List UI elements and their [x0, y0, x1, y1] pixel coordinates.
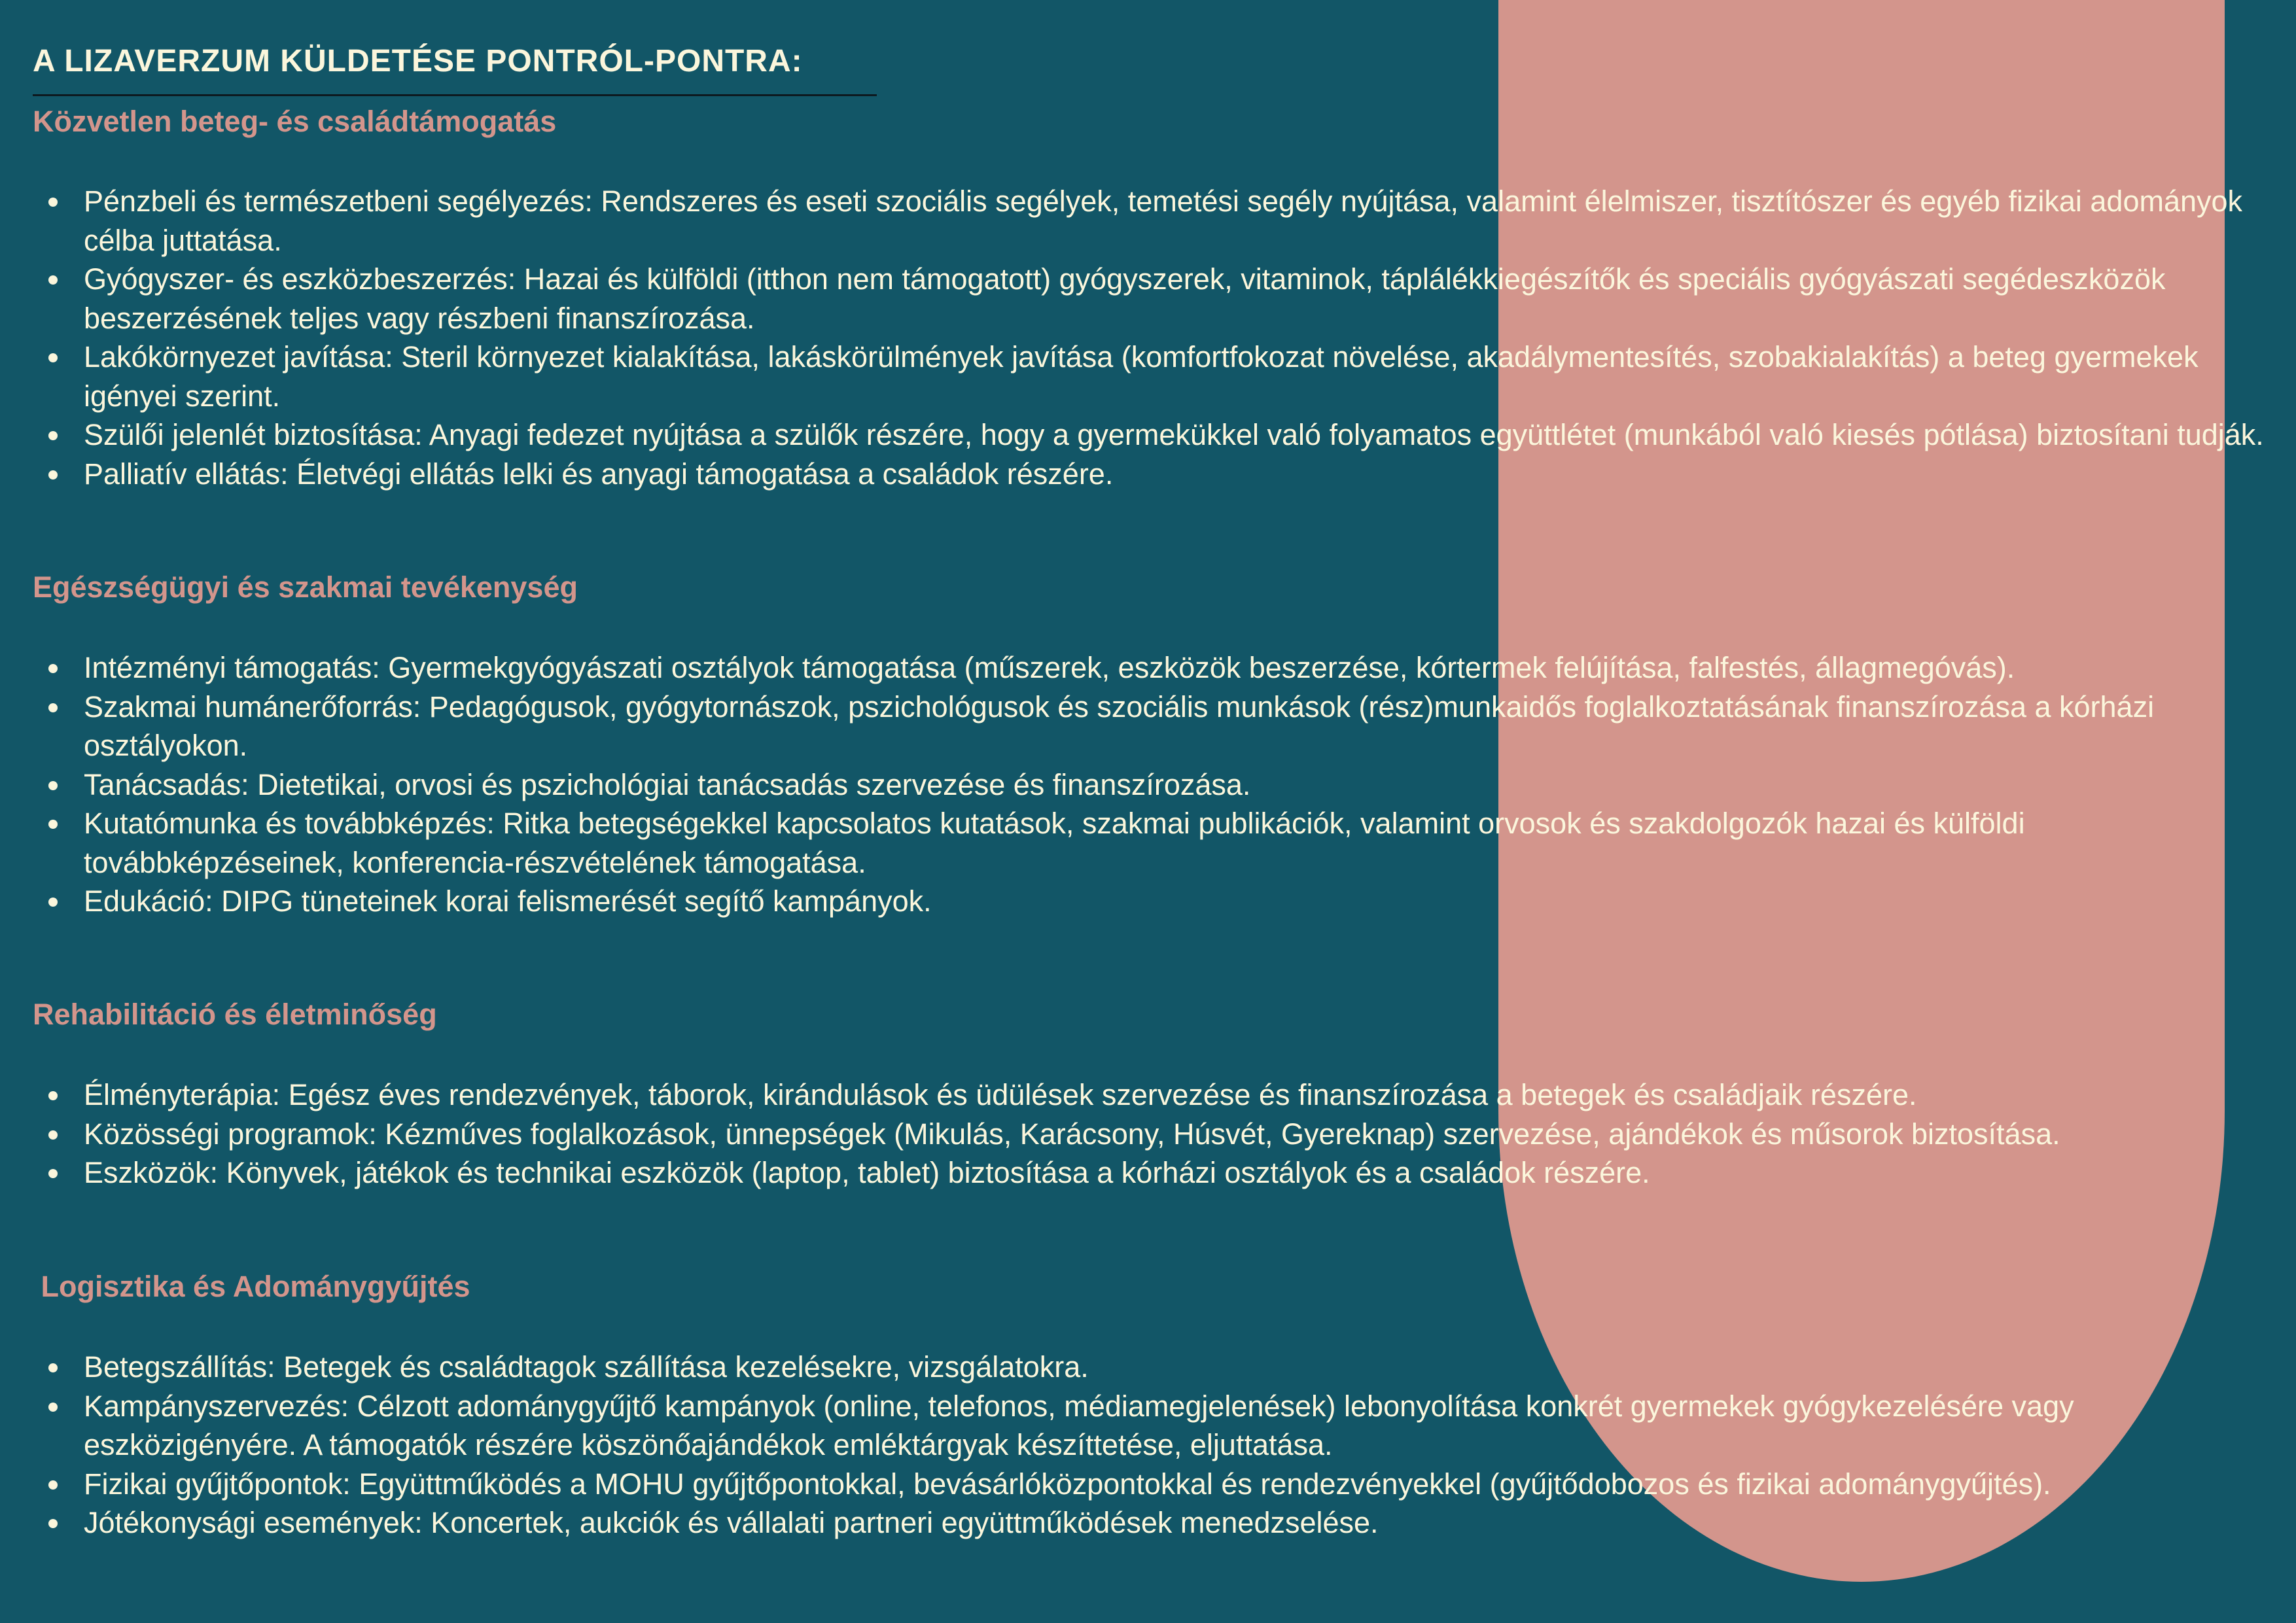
section-list-patient-family-support [0, 182, 2276, 493]
list-item: Intézményi támogatás: Gyermekgyógyászati osztályok támogatása (műszerek, eszközök beszerzése, kórtermek felújítása, falfestés, állagmegóvás). [84, 648, 2276, 688]
list-item: Szakmai humánerőforrás: Pedagógusok, gyógytornászok, pszichológusok és szociális munkások (rész)munkaidős foglalkoztatásának finanszírozása a kórházi osztályokon. [84, 688, 2276, 765]
section-list-logistics-fundraising [0, 1348, 2276, 1543]
section-list-rehabilitation-quality-of-life [0, 1075, 2276, 1193]
section-heading-rehabilitation-quality-of-life: Rehabilitáció és életminőség [33, 998, 437, 1031]
list-item: Szülői jelenlét biztosítása: Anyagi fedezet nyújtása a szülők részére, hogy a gyermekükkel való folyamatos együttlétet (munkából való kiesés pótlása) biztosítani tudják. [84, 415, 2276, 455]
list-item: Fizikai gyűjtőpontok: Együttműködés a MOHU gyűjtőpontokkal, bevásárlóközpontokkal és rendezvényekkel (gyűjtődobozos és fizikai adománygyűjtés). [84, 1465, 2276, 1504]
list-item: Betegszállítás: Betegek és családtagok szállítása kezelésekre, vizsgálatokra. [84, 1348, 2276, 1387]
list-item: Közösségi programok: Kézműves foglalkozások, ünnepségek (Mikulás, Karácsony, Húsvét, Gyereknap) szervezése, ajándékok és műsorok biztosítása. [84, 1115, 2276, 1154]
title-underline-divider [33, 94, 877, 96]
section-heading-healthcare-professional: Egészségügyi és szakmai tevékenység [33, 570, 578, 604]
list-item: Palliatív ellátás: Életvégi ellátás lelki és anyagi támogatása a családok részére. [84, 455, 2276, 494]
list-item: Lakókörnyezet javítása: Steril környezet kialakítása, lakáskörülmények javítása (komfortfokozat növelése, akadálymentesítés, szobakialakítás) a beteg gyermekek igényei szerint. [84, 338, 2276, 415]
section-list-healthcare-professional [0, 648, 2276, 921]
page-title: A LIZAVERZUM KÜLDETÉSE PONTRÓL-PONTRA: [33, 44, 803, 79]
section-heading-patient-family-support: Közvetlen beteg- és családtámogatás [33, 105, 557, 138]
list-item: Edukáció: DIPG tüneteinek korai felismerését segítő kampányok. [84, 882, 2276, 921]
list-item: Eszközök: Könyvek, játékok és technikai eszközök (laptop, tablet) biztosítása a kórházi osztályok és a családok részére. [84, 1153, 2276, 1193]
list-item: Gyógyszer- és eszközbeszerzés: Hazai és külföldi (itthon nem támogatott) gyógyszerek, vitaminok, táplálékkiegészítők és speciális gyógyászati segédeszközök beszerzésének teljes vagy részbeni finanszírozása. [84, 260, 2276, 338]
list-item: Tanácsadás: Dietetikai, orvosi és pszichológiai tanácsadás szervezése és finanszírozása. [84, 765, 2276, 805]
list-item: Jótékonysági események: Koncertek, aukciók és vállalati partneri együttműködések menedzselése. [84, 1503, 2276, 1543]
list-item: Pénzbeli és természetbeni segélyezés: Rendszeres és eseti szociális segélyek, temetési segély nyújtása, valamint élelmiszer, tisztítószer és egyéb fizikai adományok célba juttatása. [84, 182, 2276, 260]
section-heading-logistics-fundraising: Logisztika és Adománygyűjtés [33, 1270, 470, 1303]
list-item: Kampányszervezés: Célzott adománygyűjtő kampányok (online, telefonos, médiamegjelenések) lebonyolítása konkrét gyermekek gyógykezelésére vagy eszközigényére. A támogatók részére köszönőajándékok emléktárgyak készíttetése, eljuttatása. [84, 1387, 2276, 1465]
list-item: Élményterápia: Egész éves rendezvények, táborok, kirándulások és üdülések szervezése és finanszírozása a betegek és családjaik részére. [84, 1075, 2276, 1115]
list-item: Kutatómunka és továbbképzés: Ritka betegségekkel kapcsolatos kutatások, szakmai publikációk, valamint orvosok és szakdolgozók hazai és külföldi továbbképzéseinek, konferencia-részvételének támogatása. [84, 804, 2276, 882]
